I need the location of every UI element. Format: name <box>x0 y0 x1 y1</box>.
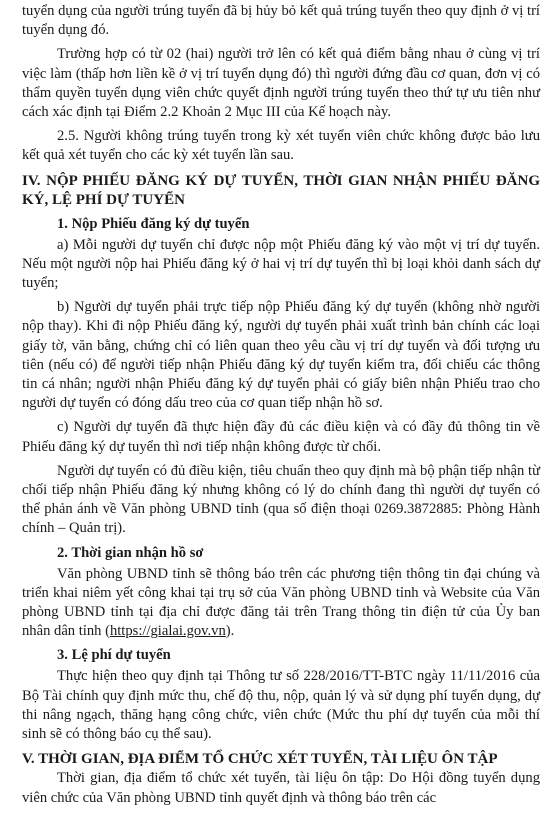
paragraph-tie-rule: Trường hợp có từ 02 (hai) người trở lên có kết quả điểm bằng nhau ở cùng vị trí việc làm (thấp hơn liền kề ở vị trí tuyển dụng đó) thì người đứng đầu cơ quan, đơn vị có thẩm quyền tuyển dụng viên chức quyết định người trúng tuyển theo thứ tự ưu tiên như cách xác định tại Điểm 2.2 Khoản 2 Mục III của Kế hoạch này. <box>22 46 540 121</box>
receiving-time-text: Văn phòng UBND tỉnh sẽ thông báo trên các phương tiện thông tin đại chúng và triển khai niêm yết công khai tại trụ sở của Văn phòng UBND tỉnh và Website của Văn phòng UBND tỉnh tại địa chỉ được đăng tải trên Trang thông tin điện tử của Ủy ban nhân dân tỉnh ( <box>22 565 540 640</box>
fee-paragraph: Thực hiện theo quy định tại Thông tư số 228/2016/TT-BTC ngày 11/11/2016 của Bộ Tài chính quy định mức thu, chế độ thu, nộp, quản lý và sử dụng phí tuyển dụng, dự thi nâng ngạch, thăng hạng công chức, viên chức (Mức thu phí dự tuyển của mỗi thí sinh sẽ có thông báo cụ thể sau). <box>22 668 540 743</box>
receiving-time-paragraph <box>22 565 540 642</box>
gialai-website-link[interactable]: https://gialai.gov.vn <box>109 623 226 640</box>
item-c: c) Người dự tuyển đã thực hiện đầy đủ các điều kiện và có đầy đủ thông tin về Phiếu đăng ký dự tuyển thì nơi tiếp nhận không được từ chối. <box>22 419 540 455</box>
subsection-2-title: 2. Thời gian nhận hồ sơ <box>57 544 204 561</box>
section-iv-heading: IV. NỘP PHIẾU ĐĂNG KÝ DỰ TUYỂN, THỜI GIAN NHẬN PHIẾU ĐĂNG KÝ, LỆ PHÍ DỰ TUYỂN <box>22 172 540 208</box>
subsection-3-title: 3. Lệ phí dự tuyển <box>57 647 171 664</box>
paragraph-continuation: tuyển dụng của người trúng tuyển đã bị hủy bỏ kết quả trúng tuyển theo quy định ở vị trí tuyển dụng đó. <box>22 3 540 39</box>
section-v-heading: V. THỜI GIAN, ĐỊA ĐIỂM TỔ CHỨC XÉT TUYỂN, TÀI LIỆU ÔN TẬP <box>22 751 498 768</box>
subsection-1-title: 1. Nộp Phiếu đăng ký dự tuyển <box>57 215 250 232</box>
item-b: b) Người dự tuyển phải trực tiếp nộp Phiếu đăng ký dự tuyển (không nhờ người nộp thay). Khi đi nộp Phiếu đăng ký, người dự tuyển phải xuất trình bản chính các loại giấy tờ, văn bằng, chứng chỉ có liên quan theo yêu cầu vị trí dự tuyển và đối tượng ưu tiên (nếu có) để người tiếp nhận Phiếu đăng ký dự tuyển kiểm tra, đối chiếu các thông tin cá nhân; người nhận Phiếu đăng ký dự tuyển phải có giấy biên nhận Phiếu trao cho người dự tuyển có đóng dấu treo của cơ quan tiếp nhận hồ sơ. <box>22 299 540 412</box>
complaint-paragraph: Người dự tuyển có đủ điều kiện, tiêu chuẩn theo quy định mà bộ phận tiếp nhận từ chối tiếp nhận Phiếu đăng ký nhưng không có lý do chính đang thì người dự tuyển có thể phản ánh về Văn phòng UBND tỉnh (qua số điện thoại 0269.3872885: Phòng Hành chính – Quản trị). <box>22 462 540 537</box>
section-v-paragraph: Thời gian, địa điểm tổ chức xét tuyển, tài liệu ôn tập: Do Hội đồng tuyển dụng viên chức của Văn phòng UBND tỉnh quyết định và thông báo trên các <box>22 770 540 806</box>
paragraph-2-5: 2.5. Người không trúng tuyển trong kỳ xét tuyển viên chức không được bảo lưu kết quả xét tuyển cho các kỳ xét tuyển lần sau. <box>22 128 540 164</box>
receiving-time-text-end: ). <box>225 623 235 640</box>
item-a: a) Mỗi người dự tuyển chỉ được nộp một Phiếu đăng ký vào một vị trí dự tuyển. Nếu một người nộp hai Phiếu đăng ký ở hai vị trí dự tuyển thì bị loại khỏi danh sách dự tuyển; <box>22 236 540 292</box>
